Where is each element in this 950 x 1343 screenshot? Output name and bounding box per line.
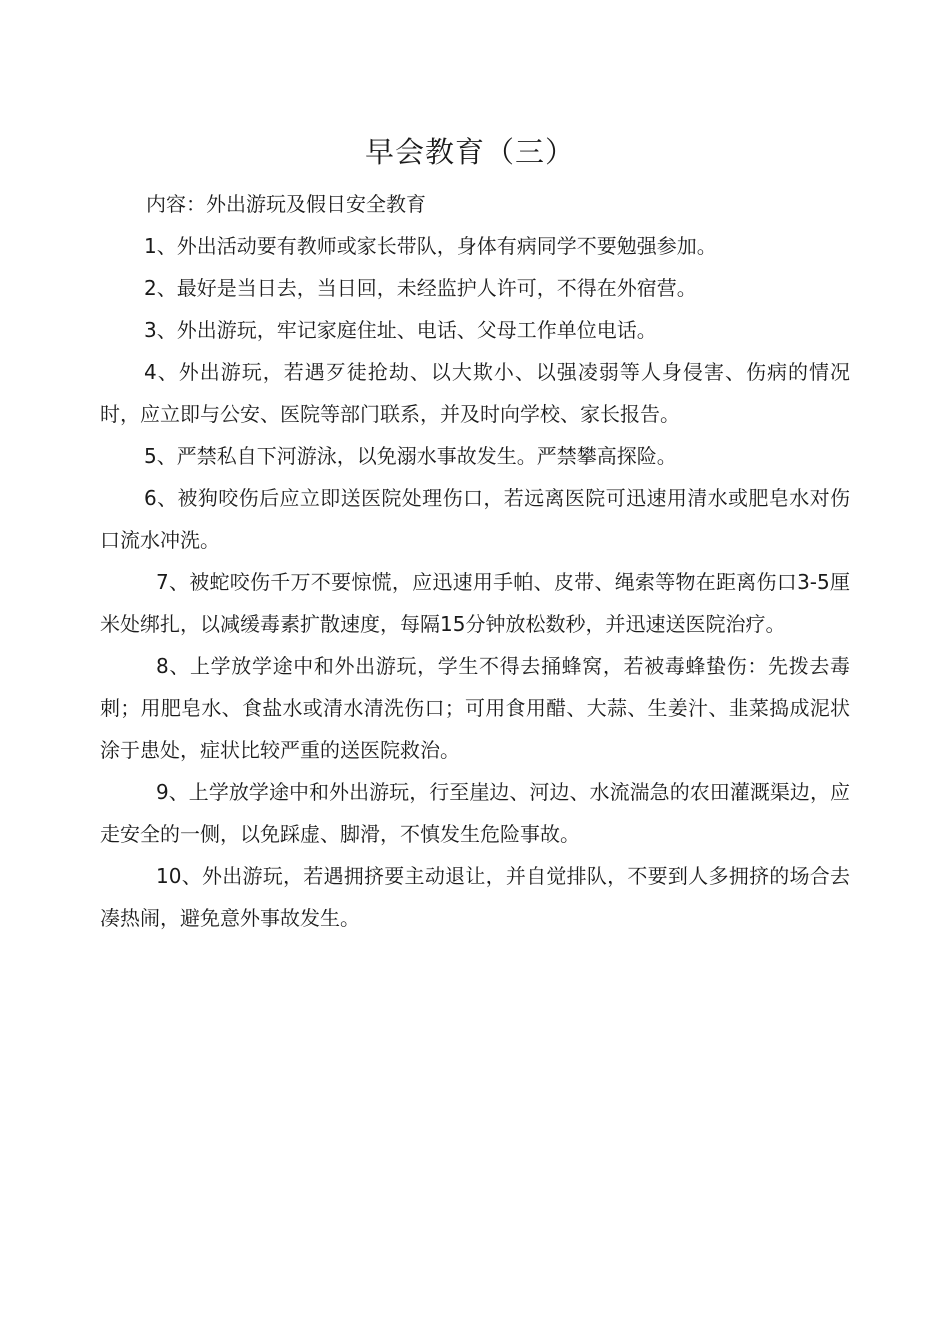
list-item-4: 4、外出游玩，若遇歹徒抢劫、以大欺小、以强凌弱等人身侵害、伤病的情况时，应立即与公安、医院等部门联系，并及时向学校、家长报告。 <box>100 360 850 426</box>
list-item-2: 2、最好是当日去，当日回，未经监护人许可，不得在外宿营。 <box>144 276 697 300</box>
list-item-3: 3、外出游玩，牢记家庭住址、电话、父母工作单位电话。 <box>144 318 657 342</box>
list-item-1: 1、外出活动要有教师或家长带队，身体有病同学不要勉强参加。 <box>144 234 717 258</box>
list-item-9: 9、上学放学途中和外出游玩，行至崖边、河边、水流湍急的农田灌溉渠边，应走安全的一侧，以免踩虚、脚滑，不慎发生危险事故。 <box>100 780 850 846</box>
content-intro: 内容：外出游玩及假日安全教育 <box>146 192 426 216</box>
document-title: 早会教育（三） <box>364 135 575 169</box>
list-item-10: 10、外出游玩，若遇拥挤要主动退让，并自觉排队，不要到人多拥挤的场合去凑热闹，避免意外事故发生。 <box>100 864 850 930</box>
list-item-6: 6、被狗咬伤后应立即送医院处理伤口，若远离医院可迅速用清水或肥皂水对伤口流水冲洗。 <box>100 486 850 552</box>
list-item-7: 7、被蛇咬伤千万不要惊慌，应迅速用手帕、皮带、绳索等物在距离伤口3-5厘米处绑扎，以减缓毒素扩散速度，每隔15分钟放松数秒，并迅速送医院治疗。 <box>100 570 850 636</box>
list-item-8: 8、上学放学途中和外出游玩，学生不得去捅蜂窝，若被毒蜂蛰伤：先拨去毒刺；用肥皂水、食盐水或清水清洗伤口；可用食用醋、大蒜、生姜汁、韭菜捣成泥状涂于患处，症状比较严重的送医院救治。 <box>100 654 850 762</box>
list-item-5: 5、严禁私自下河游泳，以免溺水事故发生。严禁攀高探险。 <box>144 444 677 468</box>
document-body <box>100 183 850 939</box>
